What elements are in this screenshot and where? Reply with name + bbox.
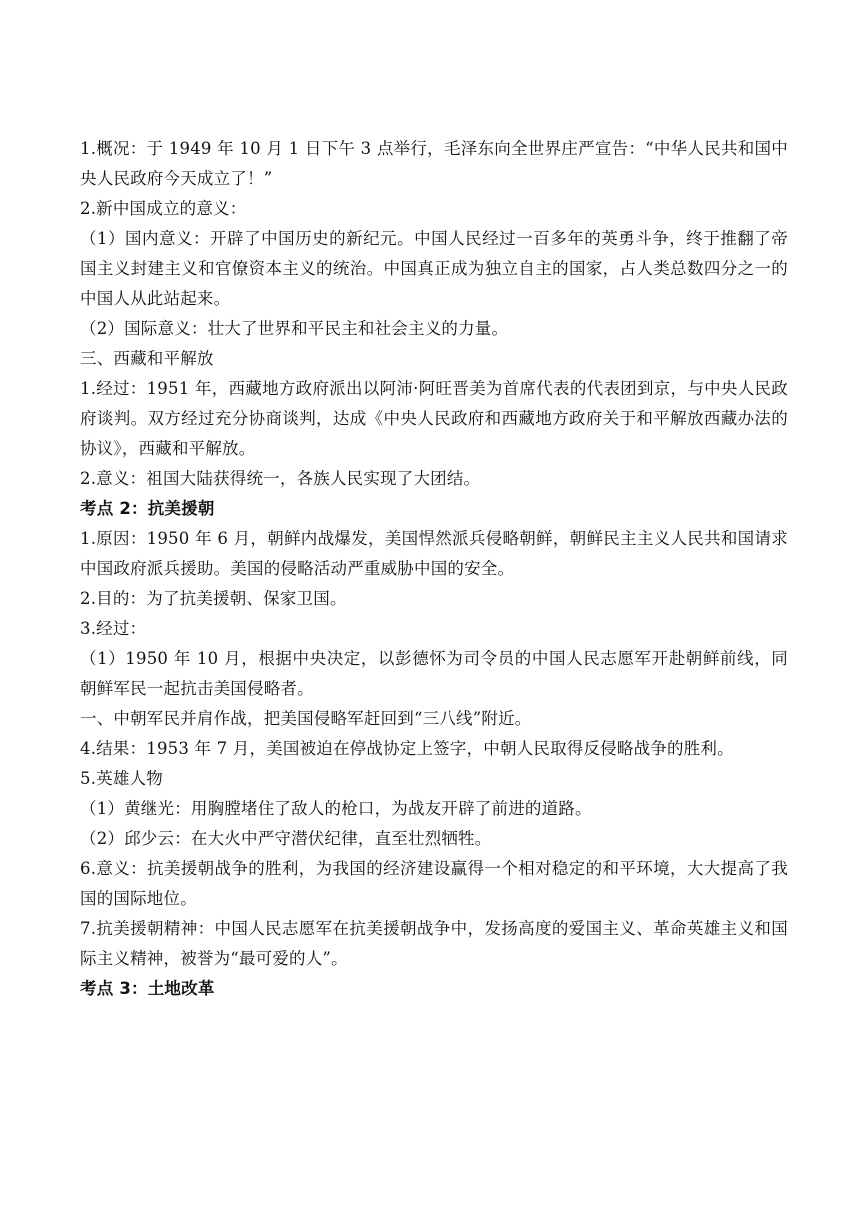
paragraph-korea-cause: 1.原因：1950 年 6 月，朝鲜内战爆发，美国悍然派兵侵略朝鲜，朝鲜民主主义人民共和国请求中国政府派兵援助。美国的侵略活动严重威胁中国的安全。 <box>80 529 788 578</box>
paragraph-tibet-process: 1.经过：1951 年，西藏地方政府派出以阿沛·阿旺晋美为首席代表的代表团到京，与中央人民政府谈判。双方经过充分协商谈判，达成《中央人民政府和西藏地方政府关于和平解放西藏办法的协议》，西藏和平解放。 <box>80 379 788 458</box>
paragraph-korea-process-2: 一、中朝军民并肩作战，把美国侵略军赶回到“三八线”附近。 <box>80 709 532 728</box>
paragraph-hero-huang-jiguang: （1）黄继光：用胸膛堵住了敌人的枪口，为战友开辟了前进的道路。 <box>80 799 592 818</box>
paragraph-korea-process-1: （1）1950 年 10 月，根据中央决定，以彭德怀为司令员的中国人民志愿军开赴朝鲜前线，同朝鲜军民一起抗击美国侵略者。 <box>80 649 788 698</box>
paragraph-domestic-significance: （1）国内意义：开辟了中国历史的新纪元。中国人民经过一百多年的英勇斗争，终于推翻了帝国主义封建主义和官僚资本主义的统治。中国真正成为独立自主的国家，占人类总数四分之一的中国人从此站起来。 <box>80 229 788 308</box>
paragraph-hero-qiu-shaoyun: （2）邱少云：在大火中严守潜伏纪律，直至壮烈牺牲。 <box>80 829 492 848</box>
paragraph-korea-significance: 6.意义：抗美援朝战争的胜利，为我国的经济建设赢得一个相对稳定的和平环境，大大提高了我国的国际地位。 <box>80 859 788 908</box>
paragraph-korea-result: 4.结果：1953 年 7 月，美国被迫在停战协定上签字，中朝人民取得反侵略战争的胜利。 <box>80 739 734 758</box>
paragraph-significance-heading: 2.新中国成立的意义： <box>80 199 247 218</box>
paragraph-international-significance: （2）国际意义：壮大了世界和平民主和社会主义的力量。 <box>80 319 509 338</box>
section-heading-tibet: 三、西藏和平解放 <box>80 349 214 368</box>
topic-heading-land-reform: 考点 3：土地改革 <box>80 979 215 998</box>
paragraph-tibet-significance: 2.意义：祖国大陆获得统一，各族人民实现了大团结。 <box>80 469 481 488</box>
paragraph-korea-spirit: 7.抗美援朝精神：中国人民志愿军在抗美援朝战争中，发扬高度的爱国主义、革命英雄主义和国际主义精神，被誉为“最可爱的人”。 <box>80 919 788 968</box>
paragraph-heroes-heading: 5.英雄人物 <box>80 769 163 788</box>
paragraph-founding-overview: 1.概况：于 1949 年 10 月 1 日下午 3 点举行，毛泽东向全世界庄严宣告：“中华人民共和国中央人民政府今天成立了！” <box>80 139 788 188</box>
paragraph-korea-process-heading: 3.经过： <box>80 619 147 638</box>
paragraph-korea-purpose: 2.目的：为了抗美援朝、保家卫国。 <box>80 589 347 608</box>
topic-heading-korea: 考点 2：抗美援朝 <box>80 499 215 518</box>
